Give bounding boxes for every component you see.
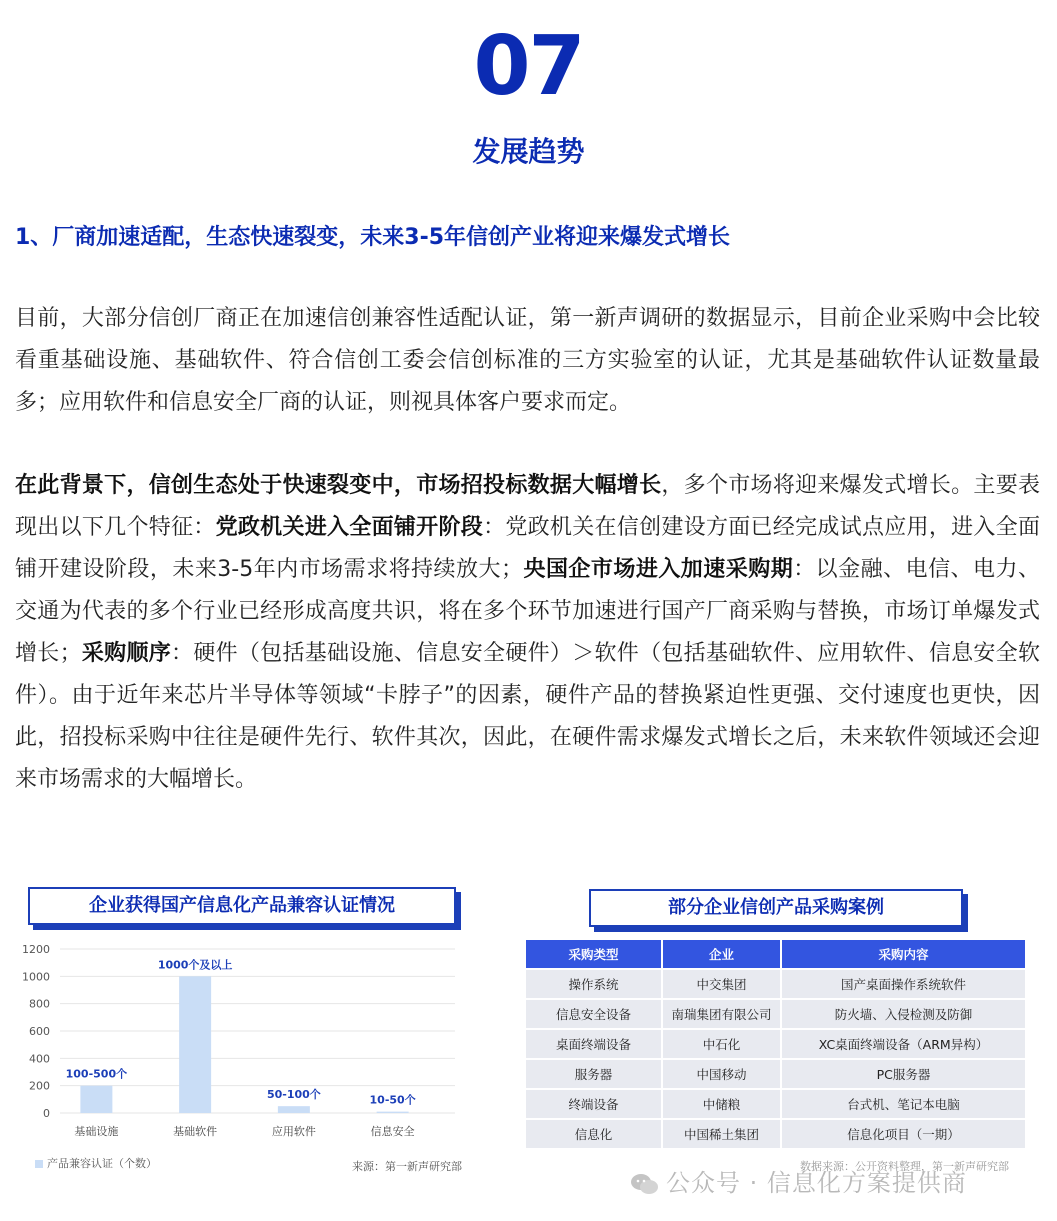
data-label: 1000个及以上 (157, 958, 233, 972)
text-run: ，多个市场将迎来爆发式增长。主要表现出以下几个特征： (15, 473, 1040, 540)
y-tick-label: 0 (43, 1107, 50, 1120)
table-cell: 中国稀土集团 (662, 1119, 781, 1149)
table-cell: XC桌面终端设备（ARM异构） (781, 1029, 1026, 1059)
header-cell: 采购内容 (781, 939, 1026, 969)
header-cell: 采购类型 (525, 939, 662, 969)
table-cell: 服务器 (525, 1059, 662, 1089)
data-label: 100-500个 (65, 1067, 128, 1081)
paragraph-trends (15, 465, 1040, 801)
bold-phrase: 在此背景下，信创生态处于快速裂变中，市场招投标数据大幅增长 (15, 473, 662, 498)
section-title: 发展趋势 (472, 135, 585, 168)
table-cell: 信息安全设备 (525, 999, 662, 1029)
table-cell: 中石化 (662, 1029, 781, 1059)
x-tick-label: 应用软件 (271, 1125, 316, 1138)
bold-phrase: 央国企市场进入加速采购期 (522, 557, 794, 582)
text-run: ：硬件（包括基础设施、信息安全硬件）＞软件（包括基础软件、应用软件、信息安全软件）。由于近年来芯片半导体等领域“卡脖子”的因素，硬件产品的替换紧迫性更强、交付速度也更快，因此，招投标采购中往往是硬件先行、软件其次，因此，在硬件需求爆发式增长之后，未来软件领域还会迎来市场需求的大幅增长。 (15, 641, 1040, 792)
table-cell: 南瑞集团有限公司 (662, 999, 781, 1029)
data-label: 10-50个 (369, 1093, 416, 1107)
table-row (525, 1119, 1026, 1149)
y-tick-label: 1200 (22, 943, 50, 956)
table-source: 数据来源：公开资料整理，第一新声研究部 (800, 1160, 1009, 1173)
table-cell: 中交集团 (662, 969, 781, 999)
table-cell: 台式机、笔记本电脑 (781, 1089, 1026, 1119)
watermark-text: 公众号 · 信息化方案提供商 (666, 1169, 967, 1197)
table-row (525, 969, 1026, 999)
table-cell: PC服务器 (781, 1059, 1026, 1089)
table-cell: 信息化 (525, 1119, 662, 1149)
bar (278, 1106, 310, 1113)
table-cell: 操作系统 (525, 969, 662, 999)
bold-phrase: 党政机关进入全面铺开阶段 (215, 515, 484, 540)
procurement-table (524, 938, 1027, 1150)
data-label: 50-100个 (266, 1088, 321, 1102)
table-cell: 桌面终端设备 (525, 1029, 662, 1059)
x-tick-label: 信息安全 (370, 1125, 415, 1138)
x-tick-label: 基础软件 (173, 1125, 218, 1138)
x-tick-label: 基础设施 (74, 1125, 119, 1138)
y-tick-label: 400 (29, 1052, 50, 1066)
section-number: 07 (473, 19, 584, 114)
table-row (525, 1089, 1026, 1119)
y-tick-label: 800 (29, 997, 50, 1011)
table-row (525, 999, 1026, 1029)
chart-source: 来源：第一新声研究部 (352, 1160, 462, 1173)
watermark (630, 1163, 967, 1198)
table-cell: 终端设备 (525, 1089, 662, 1119)
text-run: ：以金融、电信、电力、交通为代表的多个行业已经形成高度共识，将在多个环节加速进行国产厂商采购与替换，市场订单爆发式增长； (15, 557, 1040, 666)
bar (377, 1112, 409, 1113)
bar (179, 976, 211, 1113)
table-row (525, 1059, 1026, 1089)
paragraph-intro: 目前，大部分信创厂商正在加速信创兼容性适配认证，第一新声调研的数据显示，目前企业采购中会比较看重基础设施、基础软件、符合信创工委会信创标准的三方实验室的认证，尤其是基础软件认证数量最多；应用软件和信息安全厂商的认证，则视具体客户要求而定。 (15, 306, 1040, 415)
wechat-icon (630, 1172, 660, 1196)
bar-chart (15, 935, 465, 1150)
chart-legend (35, 1155, 157, 1171)
table-cell: 中国移动 (662, 1059, 781, 1089)
bold-phrase: 采购顺序 (81, 641, 172, 666)
table-cell: 防火墙、入侵检测及防御 (781, 999, 1026, 1029)
table-header-row (525, 939, 1026, 969)
table-title: 部分企业信创产品采购案例 (589, 889, 963, 927)
text-run: ：党政机关在信创建设方面已经完成试点应用，进入全面铺开建设阶段，未来3-5年内市场需求将持续放大； (15, 515, 1040, 582)
bar (80, 1086, 112, 1113)
header-cell: 企业 (662, 939, 781, 969)
subsection-heading: 1、厂商加速适配，生态快速裂变，未来3-5年信创产业将迎来爆发式增长 (15, 225, 731, 250)
y-tick-label: 200 (29, 1079, 50, 1093)
y-tick-label: 1000 (22, 970, 50, 984)
legend-label: 产品兼容认证（个数） (47, 1157, 157, 1170)
table-cell: 信息化项目（一期） (781, 1119, 1026, 1149)
table-cell: 国产桌面操作系统软件 (781, 969, 1026, 999)
table-row (525, 1029, 1026, 1059)
legend-swatch (35, 1160, 43, 1168)
chart-title: 企业获得国产信息化产品兼容认证情况 (28, 887, 456, 925)
table-cell: 中储粮 (662, 1089, 781, 1119)
y-tick-label: 600 (29, 1025, 50, 1038)
